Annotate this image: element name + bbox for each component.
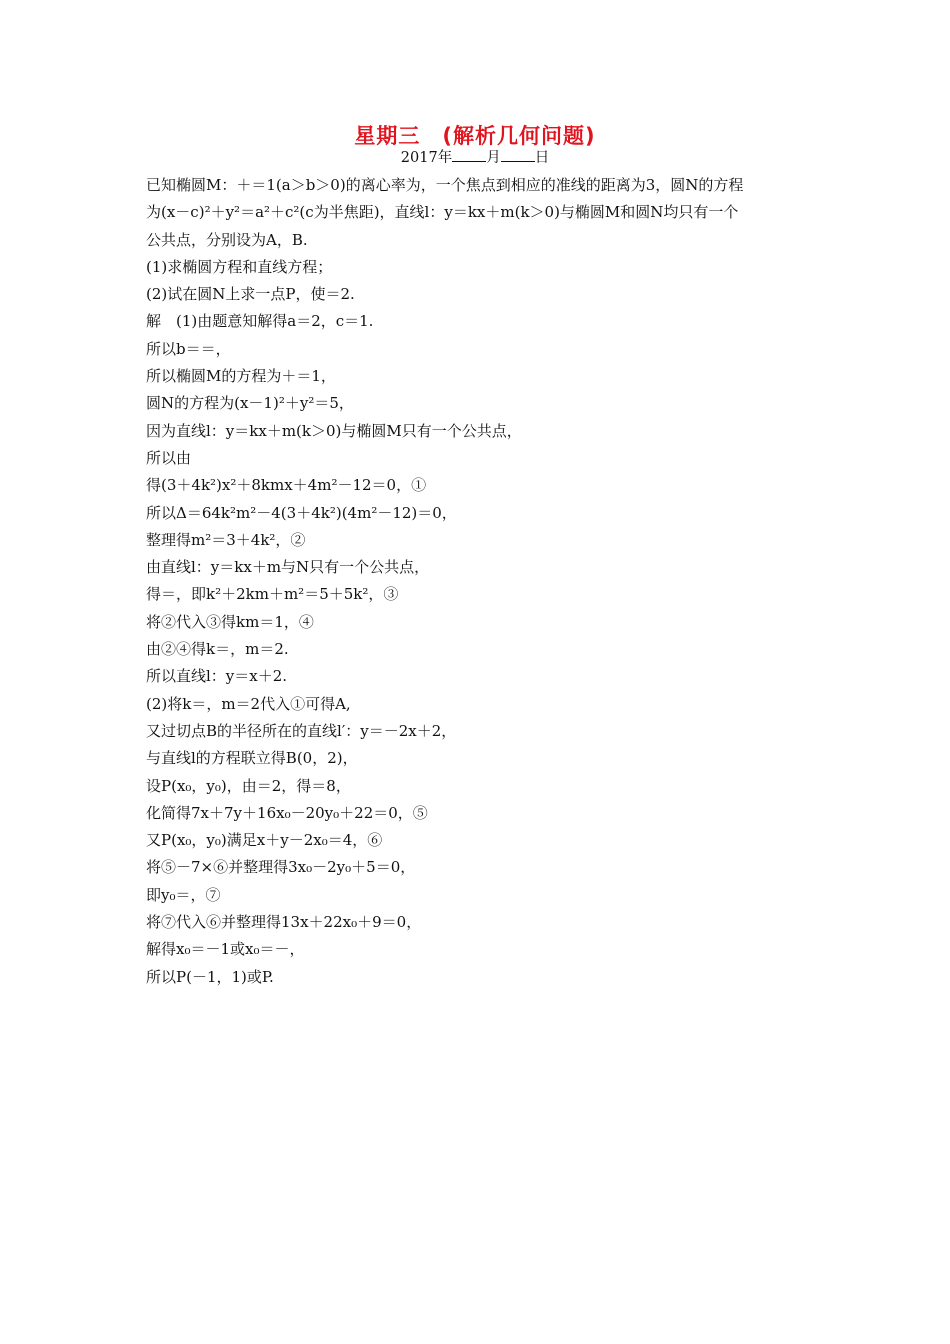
document-body: [146, 172, 816, 991]
solution-line: 所以椭圆M的方程为＋＝1，: [146, 367, 336, 386]
solution-line: 将②代入③得km＝1，④: [146, 612, 314, 631]
solution-line: 整理得m²＝3＋4k²，②: [146, 530, 306, 549]
date-day: 日: [534, 150, 550, 166]
solution-line: 由直线l：y＝kx＋m与N只有一个公共点，: [146, 558, 430, 577]
solution-line: 解 (1)由题意知解得a＝2，c＝1.: [146, 312, 374, 331]
solution-line: 所以直线l：y＝x＋2.: [146, 667, 288, 686]
solution-line: 与直线l的方程联立得B(0，2)，: [146, 749, 358, 768]
solution-line: 又P(x₀，y₀)满足x＋y－2x₀＝4，⑥: [146, 831, 383, 850]
solution-line: 将⑤－7×⑥并整理得3x₀－2y₀＋5＝0，: [146, 858, 416, 877]
month-blank: [452, 149, 486, 162]
problem-line: 公共点，分别设为A，B.: [146, 230, 308, 249]
solution-line: 所以Δ＝64k²m²－4(3＋4k²)(4m²－12)＝0，: [146, 503, 457, 522]
solution-line: 设P(x₀，y₀)，由＝2，得＝8，: [146, 776, 351, 795]
solution-line: 所以P(－1，1)或P.: [146, 967, 274, 986]
date-month: 月: [486, 150, 501, 166]
day-blank: [501, 149, 535, 162]
solution-line: 解得x₀＝－1或x₀＝－，: [146, 940, 305, 959]
solution-line: 将⑦代入⑥并整理得13x＋22x₀＋9＝0，: [146, 913, 422, 932]
solution-line: 圆N的方程为(x－1)²＋y²＝5，: [146, 394, 354, 413]
date-year: 2017年: [400, 150, 453, 166]
solution-line: 化简得7x＋7y＋16x₀－20y₀＋22＝0，⑤: [146, 803, 428, 822]
solution-line: 得＝，即k²＋2km＋m²＝5＋5k²，③: [146, 585, 399, 604]
solution-line: 即y₀＝，⑦: [146, 885, 221, 904]
problem-line: 已知椭圆M：＋＝1(a＞b＞0)的离心率为，一个焦点到相应的准线的距离为3，圆N的方程: [146, 176, 744, 194]
solution-line: 因为直线l：y＝kx＋m(k＞0)与椭圆M只有一个公共点，: [146, 421, 522, 440]
solution-line: 所以b＝＝，: [146, 339, 231, 358]
solution-line: (2)将k＝，m＝2代入①可得A,: [146, 694, 351, 713]
solution-line: 得(3＋4k²)x²＋8kmx＋4m²－12＝0，①: [146, 476, 427, 495]
page-title: 星期三 (解析几何问题): [354, 124, 596, 148]
solution-line: 所以由: [146, 448, 192, 467]
question-2: (2)试在圆N上求一点P，使＝2.: [146, 285, 355, 304]
solution-line: 又过切点B的半径所在的直线l′：y＝－2x＋2，: [146, 721, 457, 740]
solution-line: 由②④得k＝，m＝2.: [146, 640, 289, 659]
date-line: [0, 148, 950, 168]
problem-line: 为(x－c)²＋y²＝a²＋c²(c为半焦距)，直线l：y＝kx＋m(k＞0)与椭圆M和圆N均只有一个: [146, 203, 739, 222]
question-1: (1)求椭圆方程和直线方程；: [146, 257, 333, 276]
